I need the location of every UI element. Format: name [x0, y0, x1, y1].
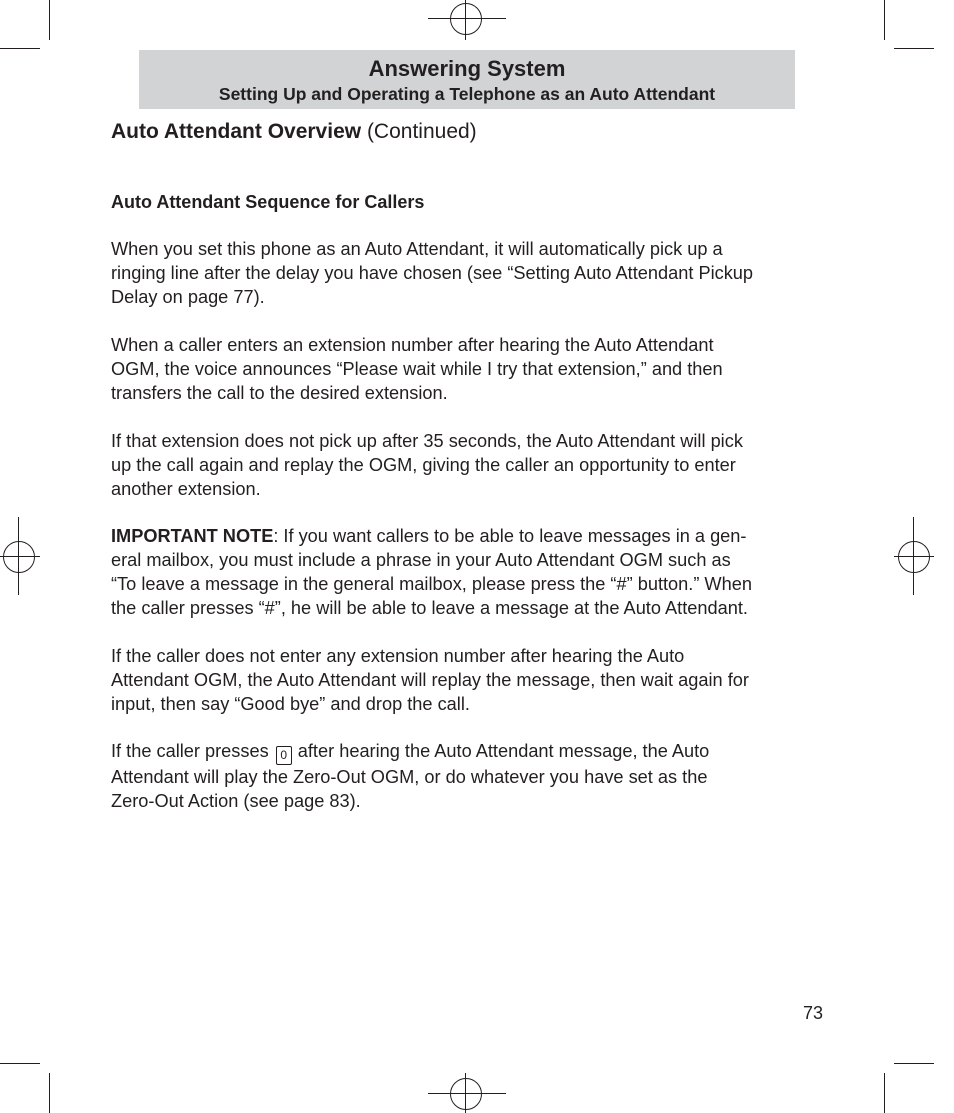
- crop-mark: [49, 0, 50, 40]
- paragraph-important-note: [111, 524, 823, 620]
- paragraph-zero-out: [111, 739, 823, 813]
- text-line: Attendant OGM, the Auto Attendant will replay the message, then wait again for: [111, 670, 749, 690]
- text-line: “To leave a message in the general mailbox, please press the “#” button.” When: [111, 574, 752, 594]
- chapter-subtitle: Setting Up and Operating a Telephone as an Auto Attendant: [218, 84, 716, 104]
- crop-mark: [884, 1073, 885, 1113]
- text-line: up the call again and replay the OGM, giving the caller an opportunity to enter: [111, 455, 736, 475]
- text-line: Attendant will play the Zero-Out OGM, or do whatever you have set as the: [111, 767, 708, 787]
- zero-out-text-before: If the caller presses: [111, 741, 269, 761]
- text-line: the caller presses “#”, he will be able to leave a message at the Auto Attendant.: [111, 598, 748, 618]
- crop-mark: [884, 0, 885, 40]
- text-line: ringing line after the delay you have chosen (see “Setting Auto Attendant Pickup: [111, 263, 754, 283]
- crop-mark: [894, 1063, 934, 1064]
- text-line: [111, 739, 823, 765]
- section-title: [111, 118, 477, 146]
- text-line: OGM, the voice announces “Please wait while I try that extension,” and then: [111, 359, 723, 379]
- crop-mark: [0, 48, 40, 49]
- important-note-text: : If you want callers to be able to leave messages in a gen-: [273, 526, 747, 546]
- text-line: Delay on page 77).: [111, 287, 265, 307]
- crop-mark: [0, 1063, 40, 1064]
- text-line: When you set this phone as an Auto Attendant, it will automatically pick up a: [111, 239, 723, 259]
- crop-mark: [894, 48, 934, 49]
- chapter-title: Answering System: [368, 56, 566, 81]
- text-line: Zero-Out Action (see page 83).: [111, 791, 361, 811]
- chapter-header: [139, 50, 795, 109]
- paragraph-transfer: [111, 333, 823, 405]
- text-line: If that extension does not pick up after 35 seconds, the Auto Attendant will pick: [111, 431, 743, 451]
- text-line: When a caller enters an extension number after hearing the Auto Attendant: [111, 335, 714, 355]
- section-title-suffix: (Continued): [366, 120, 477, 143]
- crop-mark: [49, 1073, 50, 1113]
- text-line: If the caller does not enter any extension number after hearing the Auto: [111, 646, 685, 666]
- paragraph-pickup: [111, 237, 823, 309]
- paragraph-no-entry: [111, 644, 823, 716]
- zero-key-icon: 0: [276, 746, 292, 765]
- text-line: another extension.: [111, 479, 261, 499]
- page-number: 73: [802, 1003, 823, 1023]
- text-line: [111, 524, 823, 548]
- zero-out-text-after: after hearing the Auto Attendant message, the Auto: [297, 741, 710, 761]
- important-note-label: IMPORTANT NOTE: [111, 526, 274, 546]
- paragraph-no-answer: [111, 429, 823, 501]
- section-title-main: Auto Attendant Overview: [111, 120, 362, 143]
- subheading: Auto Attendant Sequence for Callers: [111, 192, 425, 212]
- text-line: input, then say “Good bye” and drop the call.: [111, 694, 470, 714]
- text-line: transfers the call to the desired extension.: [111, 383, 448, 403]
- text-line: eral mailbox, you must include a phrase in your Auto Attendant OGM such as: [111, 550, 731, 570]
